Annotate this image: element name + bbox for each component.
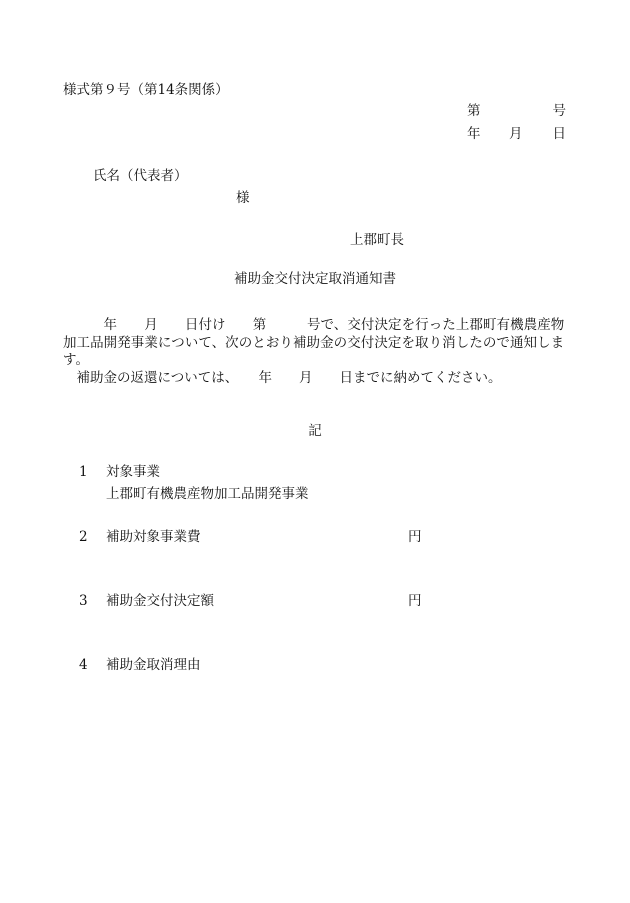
notice-paragraph-1: 年 月 日付け 第 号で、交付決定を行った上郡町有機農産物加工品開発事業について、次のとおり補助金の交付決定を取り消したので通知します。 (63, 317, 565, 369)
item-1-label: 対象事業 (106, 464, 160, 480)
item-1-number: 1 (79, 464, 88, 480)
document-title: 補助金交付決定取消通知書 (234, 271, 396, 287)
recipient-name: 氏名（代表者） (93, 168, 188, 184)
document-number-suffix: 号 (552, 103, 566, 119)
sender-name: 上郡町長 (350, 232, 404, 248)
document-date-month: 月 (509, 126, 523, 142)
item-3-label: 補助金交付決定額 (106, 593, 214, 609)
notice-body (63, 317, 571, 387)
item-3-number: 3 (79, 593, 88, 609)
item-4-number: 4 (79, 657, 88, 673)
document-date-year: 年 (467, 126, 481, 142)
item-4-label: 補助金取消理由 (106, 657, 201, 673)
item-2-number: 2 (79, 529, 88, 545)
item-1-detail: 上郡町有機農産物加工品開発事業 (106, 486, 309, 502)
notice-paragraph-2: 補助金の返還については、 年 月 日までに納めてください。 (76, 369, 502, 386)
item-2-label: 補助対象事業費 (106, 529, 201, 545)
document-date-day: 日 (552, 126, 566, 142)
document-number-prefix: 第 (467, 103, 481, 119)
item-3-unit: 円 (408, 593, 422, 609)
form-number: 様式第９号（第14条関係） (63, 82, 229, 98)
item-2-unit: 円 (408, 529, 422, 545)
ki-heading: 記 (308, 423, 322, 439)
document-date (467, 126, 566, 214)
recipient-honorific: 様 (236, 190, 250, 206)
